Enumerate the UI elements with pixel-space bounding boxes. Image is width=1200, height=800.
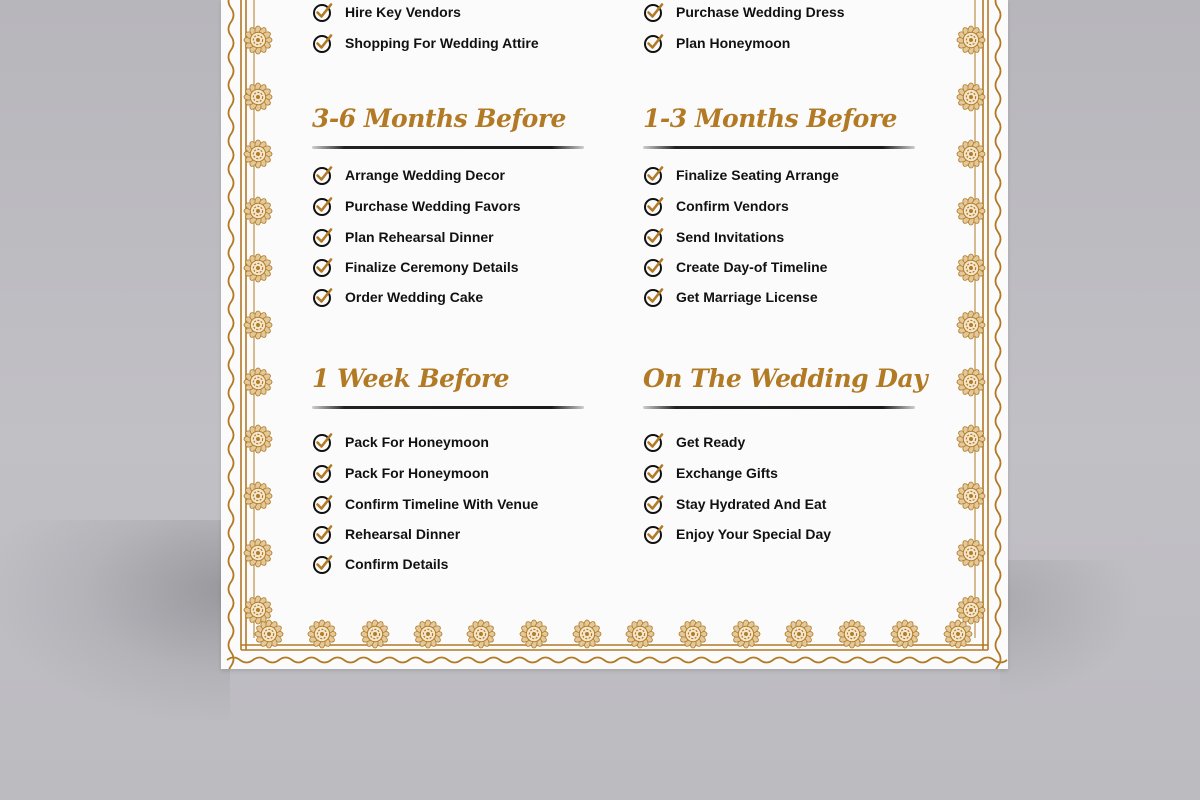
section-1-week xyxy=(312,362,612,582)
list-item xyxy=(312,552,448,576)
mandala-icon xyxy=(957,482,985,510)
list-item xyxy=(312,522,460,546)
list-item xyxy=(312,285,483,309)
check-circle-icon xyxy=(643,195,665,217)
check-circle-icon xyxy=(643,431,665,453)
item-label: Confirm Timeline With Venue xyxy=(345,496,539,512)
check-circle-icon xyxy=(643,164,665,186)
check-circle-icon xyxy=(312,286,334,308)
mandala-icon xyxy=(957,539,985,567)
list-item xyxy=(312,430,489,454)
check-circle-icon xyxy=(312,256,334,278)
mandala-icon xyxy=(957,26,985,54)
mandala-icon xyxy=(573,620,601,648)
mandala-icon xyxy=(255,620,283,648)
mandala-icon xyxy=(244,197,272,225)
list-item xyxy=(643,194,789,218)
heading-rule xyxy=(643,406,915,409)
mandala-icon xyxy=(838,620,866,648)
mandala-icon xyxy=(626,620,654,648)
item-label: Get Marriage License xyxy=(676,289,818,305)
check-circle-icon xyxy=(312,553,334,575)
section-wedding-day xyxy=(643,362,943,552)
mandala-icon xyxy=(467,620,495,648)
item-label: Rehearsal Dinner xyxy=(345,526,461,542)
mandala-icon xyxy=(732,620,760,648)
list-item xyxy=(643,522,831,546)
item-label: Finalize Ceremony Details xyxy=(345,259,519,275)
heading-rule xyxy=(643,146,915,149)
check-circle-icon xyxy=(643,523,665,545)
item-label: Create Day-of Timeline xyxy=(676,259,828,275)
item-label: Send Invitations xyxy=(676,229,785,245)
list-item xyxy=(312,461,489,485)
item-label: Plan Rehearsal Dinner xyxy=(345,229,494,245)
heading-rule xyxy=(312,406,584,409)
check-circle-icon xyxy=(643,32,665,54)
list-item xyxy=(312,194,521,218)
item-label: Confirm Vendors xyxy=(676,198,789,214)
list-item xyxy=(312,225,494,249)
mandala-icon xyxy=(957,311,985,339)
list-item xyxy=(643,31,790,55)
mandala-icon xyxy=(520,620,548,648)
mandala-icon xyxy=(244,539,272,567)
item-label: Pack For Honeymoon xyxy=(345,465,489,481)
check-circle-icon xyxy=(312,523,334,545)
checklist-paper xyxy=(221,0,1008,669)
list-item xyxy=(312,31,539,55)
mandala-icon xyxy=(957,254,985,282)
item-label: Purchase Wedding Dress xyxy=(676,4,845,20)
check-circle-icon xyxy=(643,1,665,23)
mandala-icon xyxy=(308,620,336,648)
check-circle-icon xyxy=(643,493,665,515)
mandala-icon xyxy=(244,368,272,396)
list-item xyxy=(643,285,818,309)
mandala-icon xyxy=(957,425,985,453)
list-item xyxy=(312,0,461,24)
item-label: Exchange Gifts xyxy=(676,465,778,481)
paper-shadow-right xyxy=(1000,560,1140,700)
section-heading: 1 Week Before xyxy=(312,364,510,393)
check-circle-icon xyxy=(312,164,334,186)
list-item xyxy=(643,255,827,279)
mandala-icon xyxy=(957,83,985,111)
mandala-icon xyxy=(891,620,919,648)
mandala-icon xyxy=(785,620,813,648)
item-label: Arrange Wedding Decor xyxy=(345,167,505,183)
list-item xyxy=(643,430,745,454)
list-item xyxy=(643,0,845,24)
mandala-icon xyxy=(244,596,272,624)
mandala-icon xyxy=(957,368,985,396)
list-item xyxy=(643,492,826,516)
check-circle-icon xyxy=(643,462,665,484)
item-label: Plan Honeymoon xyxy=(676,35,791,51)
mandala-icon xyxy=(414,620,442,648)
section-heading: 1-3 Months Before xyxy=(643,104,897,133)
check-circle-icon xyxy=(643,286,665,308)
check-circle-icon xyxy=(312,226,334,248)
check-circle-icon xyxy=(312,32,334,54)
item-label: Order Wedding Cake xyxy=(345,289,484,305)
section-heading: 3-6 Months Before xyxy=(312,104,566,133)
mandala-icon xyxy=(679,620,707,648)
item-label: Finalize Seating Arrange xyxy=(676,167,839,183)
mandala-icon xyxy=(244,26,272,54)
item-label: Confirm Details xyxy=(345,556,449,572)
item-label: Purchase Wedding Favors xyxy=(345,198,521,214)
check-circle-icon xyxy=(643,256,665,278)
paper-shadow-left xyxy=(0,520,230,720)
item-label: Hire Key Vendors xyxy=(345,4,461,20)
mandala-icon xyxy=(244,425,272,453)
check-circle-icon xyxy=(312,462,334,484)
mandala-icon xyxy=(244,254,272,282)
mandala-icon xyxy=(244,140,272,168)
section-3-6-months xyxy=(312,102,612,312)
mandala-icon xyxy=(957,596,985,624)
item-label: Shopping For Wedding Attire xyxy=(345,35,539,51)
mandala-icon xyxy=(244,83,272,111)
check-circle-icon xyxy=(312,431,334,453)
heading-rule xyxy=(312,146,584,149)
item-label: Pack For Honeymoon xyxy=(345,434,489,450)
check-circle-icon xyxy=(312,195,334,217)
section-1-3-months xyxy=(643,102,943,312)
item-label: Get Ready xyxy=(676,434,746,450)
check-circle-icon xyxy=(312,1,334,23)
section-heading: On The Wedding Day xyxy=(643,364,928,393)
list-item xyxy=(312,163,505,187)
mandala-icon xyxy=(244,482,272,510)
list-item xyxy=(643,225,784,249)
mandala-icon xyxy=(361,620,389,648)
mandala-icon xyxy=(957,197,985,225)
mandala-icon xyxy=(944,620,972,648)
check-circle-icon xyxy=(312,493,334,515)
list-item xyxy=(643,163,839,187)
check-circle-icon xyxy=(643,226,665,248)
list-item xyxy=(312,492,538,516)
mandala-icon xyxy=(957,140,985,168)
list-item xyxy=(312,255,519,279)
mandala-icon xyxy=(244,311,272,339)
item-label: Stay Hydrated And Eat xyxy=(676,496,827,512)
item-label: Enjoy Your Special Day xyxy=(676,526,832,542)
list-item xyxy=(643,461,778,485)
